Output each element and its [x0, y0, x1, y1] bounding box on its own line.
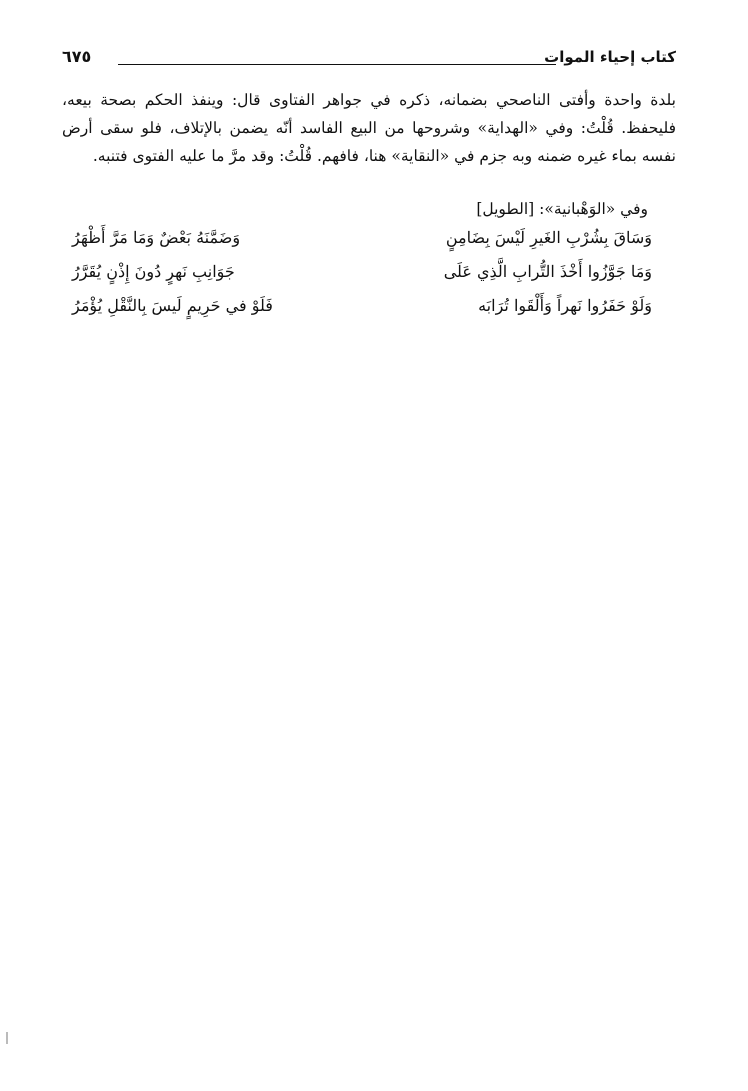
- verse-first-hemistich: وَسَاقَ بِشُرْبِ الغَيرِ لَيْسَ بِضَامِنٍ: [445, 228, 652, 247]
- verse-second-hemistich: جَوَانِبِ نَهرٍ دُونَ إِذْنٍ يُقَرَّرُ: [72, 262, 235, 281]
- verse-line: [72, 228, 652, 262]
- scan-margin-mark: [6, 1032, 8, 1044]
- page-number: ٦٧٥: [62, 47, 92, 66]
- verse-line: [72, 296, 652, 330]
- poem: [72, 228, 652, 330]
- verse-line: [72, 262, 652, 296]
- running-title: كتاب إحياء الموات: [544, 48, 676, 66]
- verse-first-hemistich: وَلَوْ حَفَرُوا نَهراً وَأَلْقَوا تُرَابَه: [478, 296, 652, 315]
- body-text: [62, 86, 676, 170]
- verse-first-hemistich: وَمَا جَوَّزُوا أَخْذَ التُّرابِ الَّذِي عَلَى: [443, 262, 652, 281]
- body-paragraph: بلدة واحدة وأفتى الناصحي بضمانه، ذكره في جواهر الفتاوى قال: وينفذ الحكم بصحة بيعه، فليحفظ. قُلْتُ: وفي «الهداية» وشروحها من البيع الفاسد أنّه يضمن بالإتلاف، فلو سقى أرض نفسه بماء غيره ضمنه وبه جزم في «النقاية» هنا، فافهم. قُلْتُ: وقد مرَّ ما عليه الفتوى فتنبه.: [62, 91, 676, 165]
- verse-second-hemistich: فَلَوْ في حَرِيمٍ لَيسَ بِالنَّقْلِ يُؤْمَرُ: [72, 296, 273, 315]
- page-header: [62, 44, 676, 74]
- header-rule: [118, 64, 556, 65]
- verse-second-hemistich: وَضَمَّنَهُ بَعْضٌ وَمَا مَرَّ أَظْهَرُ: [72, 228, 241, 247]
- verse-intro: وفي «الوَهْبانية»: [الطويل]: [476, 200, 648, 218]
